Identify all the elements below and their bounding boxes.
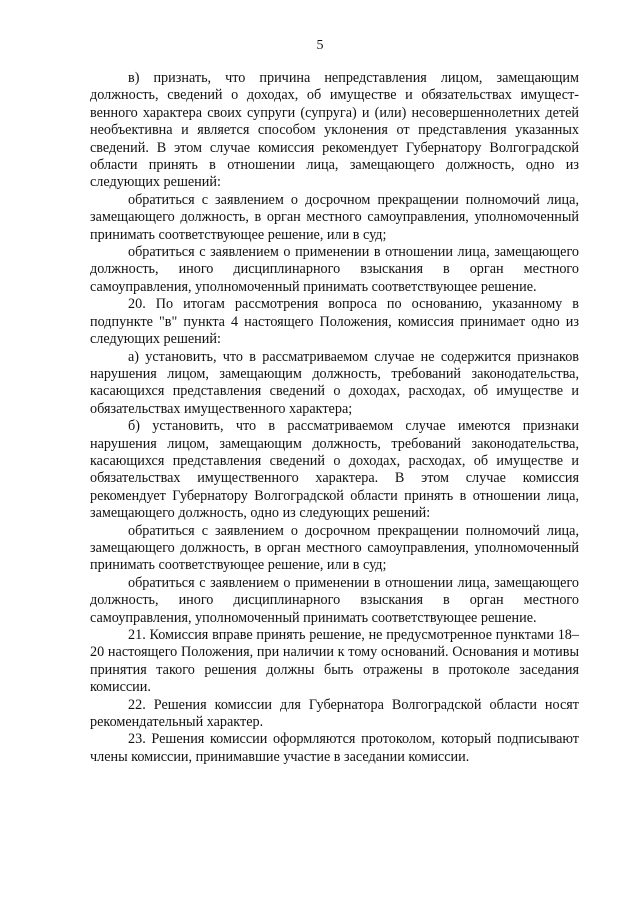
page-number: 5 xyxy=(316,38,324,53)
paragraph-21: 21. Комиссия вправе принять решение, не предусмотренное пунктами 18–20 настоящего Положения, при наличии к тому оснований. Основания и мотивы принятия такого решения должны быть отражены в протоколе заседания комиссии. xyxy=(90,627,579,696)
paragraph-22: 22. Решения комиссии для Губернатора Волгоградской области носят рекомендательный характер. xyxy=(90,696,579,731)
paragraph-20b-option-1: обратиться с заявлением о досрочном прекращении полномочий лица, замещающего должность, в орган местного самоуправления, уполномоченный принимать соответствующее решение, или в суд; xyxy=(90,522,579,574)
paragraph-19v-option-1: обратиться с заявлением о досрочном прекращении полномочий лица, замещающего должность, в орган местного самоуправления, уполномоченный принимать соответствующее решение, или в суд; xyxy=(90,191,579,243)
paragraph-19v-option-2: обратиться с заявлением о применении в отношении лица, замещающего должность, иного дисциплинарного взыскания в орган местного самоуправления, уполномоченный принимать соответствующее решение. xyxy=(90,244,579,295)
paragraph-19v: в) признать, что причина непредставления лицом, замещающим должность, сведений о доходах, об имуществе и обязательствах имущест-венного характера своих супруги (супруга) и (или) несовершеннолетних детей необъективна и является способом уклонения от представления указанных сведений. В этом случае комиссия рекомендует Губернатору Волгоградской области принять в отношении лица, замещающего должность, одно из следующих решений: xyxy=(90,70,579,191)
paragraph-20a: а) установить, что в рассматриваемом случае не содержится признаков нарушения лицом, замещающим должность, требований законодательства, касающихся представления сведений о доходах, расходах, об имуществе и обязательствах имущественного характера; xyxy=(90,348,579,417)
paragraph-20b-option-2: обратиться с заявлением о применении в отношении лица, замещающего должность, иного дисциплинарного взыскания в орган местного самоуправления, уполномоченный принимать соответствующее решение. xyxy=(90,574,579,626)
paragraph-20b: б) установить, что в рассматриваемом случае имеются признаки нарушения лицом, замещающим должность, требований законодательства, касающихся представления сведений о доходах, расходах, об имуществе и обязательствах имущественного характера. В этом случае комиссия рекомендует Губернатору Волгоградской области принять в отношении лица, замещающего должность, одно из следующих решений: xyxy=(90,418,579,522)
paragraph-23: 23. Решения комиссии оформляются протоколом, который подписывают члены комиссии, принимавшие участие в заседании комиссии. xyxy=(90,731,579,765)
document-body xyxy=(90,70,579,766)
paragraph-20: 20. По итогам рассмотрения вопроса по основанию, указанному в подпункте "в" пункта 4 настоящего Положения, комиссия принимает одно из следующих решений: xyxy=(90,296,579,348)
